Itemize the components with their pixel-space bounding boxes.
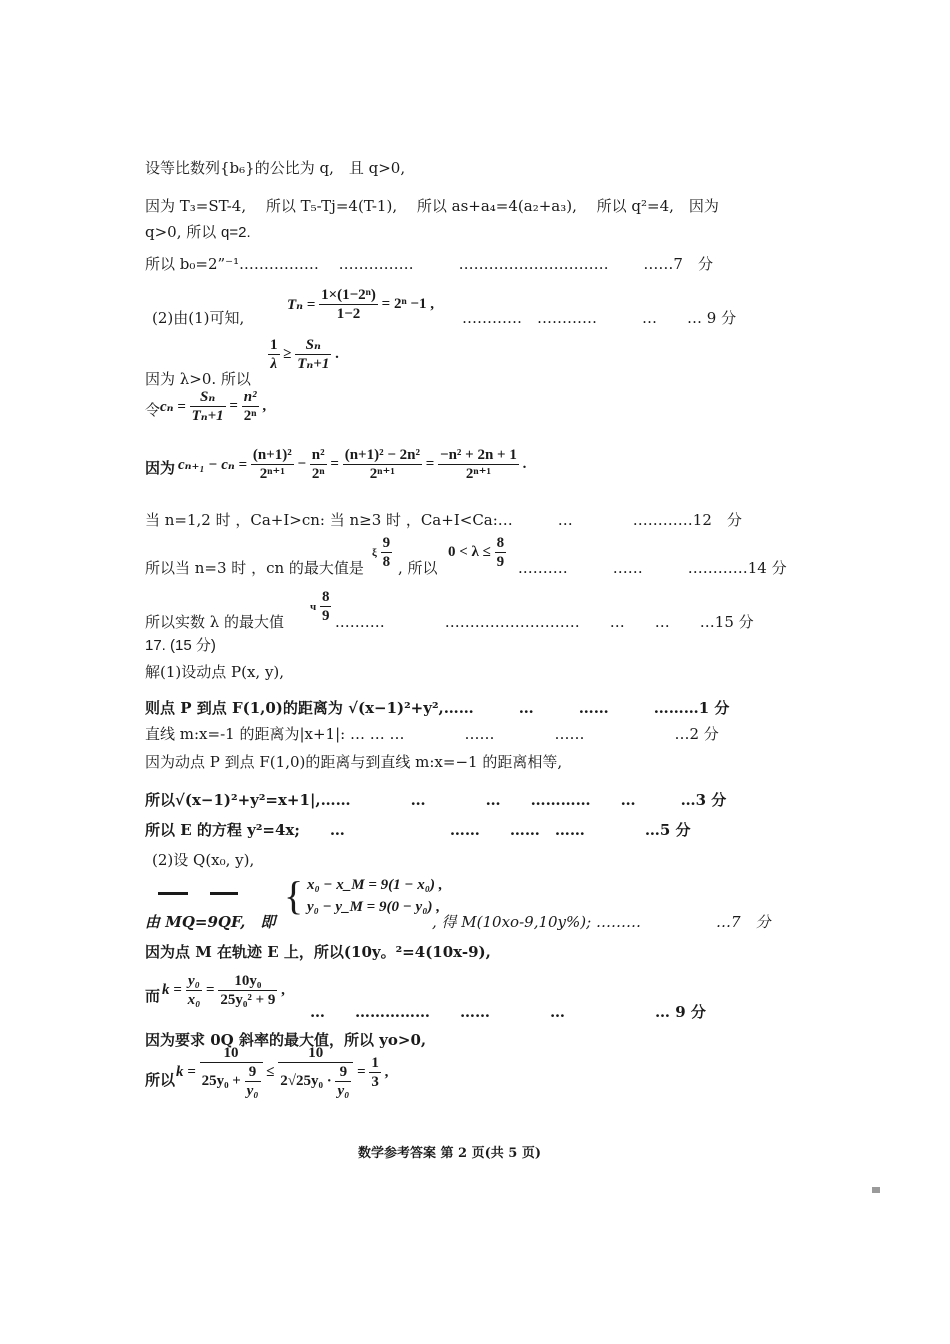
formula-difference: [178, 446, 526, 483]
text-line: 直线 m:x=-1 的距离为|x+1|: … … … …… …… …2 分: [145, 725, 719, 743]
fraction: [343, 446, 422, 483]
numerator: Sₙ: [295, 336, 331, 355]
text-line: 令: [145, 401, 161, 419]
text-line: 因为点 M 在轨迹 E 上，所以(10y。²=4(10x-9),: [145, 943, 491, 961]
formula-part: k =: [176, 1063, 196, 1080]
formula-part: ξ: [372, 546, 377, 559]
brace: {: [284, 873, 304, 918]
fraction: [369, 1054, 381, 1091]
numerator: 9: [335, 1063, 351, 1082]
formula-part: .: [522, 456, 527, 472]
fraction: [218, 972, 277, 1009]
equation-system: [307, 874, 443, 918]
denominator: x₀: [187, 992, 201, 1008]
formula-inequality: [268, 336, 339, 373]
text-line: … …………… …… … … 9 分: [310, 1003, 706, 1021]
fraction: [320, 588, 332, 625]
text-line: 所以√(x−1)²+y²=x+1|,…… … … ………… … …3 分: [145, 791, 727, 809]
numerator: 8: [321, 589, 330, 605]
equation-row: y₀ − y_M = 9(0 − y₀) ,: [306, 899, 440, 915]
text-line: 解(1)设动点 P(x, y),: [145, 663, 285, 681]
text-line: 设等比数列{b₆}的公比为 q, 且 q>0,: [145, 159, 406, 177]
text-line: 当 n=1,2 时 ，Ca+I>cn: 当 n≥3 时 ，Ca+I<Ca:… … …………12 分: [145, 511, 742, 529]
denominator: 3: [371, 1073, 379, 1090]
formula-lambda-range: [448, 534, 506, 571]
formula-part: =: [229, 398, 238, 414]
numerator: 1×(1−2ⁿ): [321, 287, 376, 303]
denominator: 1−2: [336, 306, 361, 322]
formula-max-cn: [372, 534, 392, 571]
text-line: 因为要求 0Q 斜率的最大值，所以 yo>0,: [145, 1031, 427, 1049]
fraction: [381, 534, 393, 571]
vector-bar: [158, 892, 188, 895]
formula-part: =: [206, 982, 215, 998]
formula-part: ,: [281, 982, 285, 998]
page-footer: 数学参考答案 第 2 页(共 5 页): [358, 1146, 542, 1161]
denominator: 8: [382, 554, 391, 570]
denominator: y₀: [337, 1083, 350, 1099]
formula-part: cₙ₊₁ − cₙ =: [178, 457, 248, 473]
formula-cn: [160, 388, 266, 425]
text-line: 所以 E 的方程 y²=4x; … …… …… …… …5 分: [145, 821, 691, 839]
formula-part: = 2ⁿ −1 ,: [381, 296, 434, 312]
text-line: .……… …… …………14 分: [518, 559, 787, 577]
denominator: 25y₀² + 9: [220, 992, 276, 1008]
corner-mark: [872, 1187, 880, 1193]
formula-part: ч: [310, 600, 317, 613]
denominator: 9: [496, 554, 505, 570]
fraction: [186, 972, 203, 1009]
fraction: [242, 388, 259, 425]
denominator: Tₙ+1: [297, 356, 330, 372]
denominator: λ: [270, 356, 278, 372]
denominator: y₀: [246, 1083, 259, 1099]
text-line: 由 MQ=9QF, 即: [145, 913, 276, 931]
formula-tn: [287, 286, 434, 323]
denominator: 2ⁿ⁺¹: [259, 466, 285, 482]
denominator: Tₙ+1: [191, 408, 224, 424]
formula-part: ,: [384, 1063, 389, 1080]
numerator: (n+1)²: [252, 447, 292, 463]
numerator: −n² + 2n + 1: [440, 447, 517, 463]
text-line: 所以 b₀=2”⁻¹.…………… …………… ………………………… ……7 分: [145, 255, 713, 273]
text-segment: q=2.: [221, 224, 251, 241]
formula-part: .: [335, 346, 339, 362]
formula-lambda-max: [310, 588, 331, 625]
formula-part: cₙ =: [160, 399, 186, 415]
numerator: 1: [371, 1054, 379, 1071]
formula-part: ≤: [266, 1063, 275, 1080]
text-line: (2)设 Q(x₀, y),: [152, 851, 255, 869]
numerator: (n+1)² − 2n²: [344, 447, 420, 463]
numerator: y₀: [186, 972, 203, 991]
formula-part: ,: [262, 398, 267, 414]
fraction: [200, 1044, 263, 1100]
formula-part: =: [357, 1063, 366, 1080]
fraction: [335, 1063, 351, 1100]
formula-system: [284, 874, 442, 918]
formula-part: 0 < λ ≤: [448, 544, 491, 560]
formula-part: Tₙ =: [287, 297, 316, 313]
text-line: 所以: [145, 1071, 176, 1089]
numerator: Sₙ: [190, 388, 226, 407]
numerator: 8: [496, 535, 505, 551]
fraction: [295, 336, 331, 373]
fraction: [438, 446, 519, 483]
fraction: [190, 388, 226, 425]
denominator: 2ⁿ⁺¹: [465, 466, 492, 482]
numerator: 10: [200, 1044, 263, 1063]
numerator: n²: [311, 447, 325, 463]
numerator: n²: [243, 389, 257, 405]
formula-part: =: [425, 456, 435, 472]
fraction: [251, 446, 294, 483]
numerator: 10: [278, 1044, 353, 1063]
fraction: [268, 336, 280, 373]
text-line: 则点 P 到点 F(1,0)的距离为 √(x−1)²+y²,…… … …… ………1 分: [145, 699, 730, 717]
section-title: 17. (15 分): [145, 637, 216, 654]
vector-bar: [210, 892, 238, 895]
denominator: 2ⁿ: [243, 408, 257, 424]
text-line: 因为动点 P 到点 F(1,0)的距离与到直线 m:x=−1 的距离相等,: [145, 753, 563, 771]
fraction: [495, 534, 507, 571]
fraction: [310, 446, 327, 483]
fraction: [278, 1044, 353, 1100]
text-line: 因为 T₃=ST-4, 所以 T₅-Tj=4(T-1), 所以 as+a₄=4(a₂+a₃), 所以 q²=4, 因为: [145, 197, 719, 215]
formula-part: =: [330, 456, 339, 472]
text-line: 因为: [145, 459, 176, 477]
formula-part: k =: [162, 982, 182, 998]
formula-slope: [162, 972, 285, 1009]
text-segment: q>0, 所以: [145, 223, 222, 241]
fraction: [319, 286, 378, 323]
formula-bound: [176, 1044, 388, 1100]
numerator: 9: [245, 1063, 261, 1082]
numerator: 9: [382, 535, 391, 551]
text-line: (2)由(1)可知,: [152, 309, 245, 327]
text-line: 所以实数 λ 的最大值: [145, 613, 285, 631]
text-line: .……… ……………………… … … …15 分: [335, 613, 754, 631]
equation-row: x₀ − x_M = 9(1 − x₀) ,: [306, 877, 443, 893]
formula-part: ≥: [283, 346, 292, 362]
text-line: , 得 M(10xo-9,10y%); ……… …7 分: [432, 913, 771, 931]
text-line: ………… ………… … … 9 分: [462, 309, 737, 327]
numerator: 10y₀: [218, 972, 277, 991]
denominator-part: 2√25y₀ ·: [280, 1072, 332, 1089]
numerator: 1: [270, 337, 278, 353]
formula-part: −: [297, 456, 307, 472]
text-line: 所以当 n=3 时 ，cn 的最大值是: [145, 559, 364, 577]
text-line: 而: [145, 987, 161, 1005]
fraction: [245, 1063, 261, 1100]
denominator-part: 25y₀ +: [201, 1072, 241, 1089]
text-line: 因为 λ>0. 所以: [145, 370, 251, 388]
text-line: , 所以: [398, 559, 438, 577]
denominator: 9: [321, 608, 330, 624]
denominator: 2ⁿ⁺¹: [369, 466, 395, 482]
text-line: [145, 222, 251, 243]
denominator: 2ⁿ: [311, 466, 325, 482]
